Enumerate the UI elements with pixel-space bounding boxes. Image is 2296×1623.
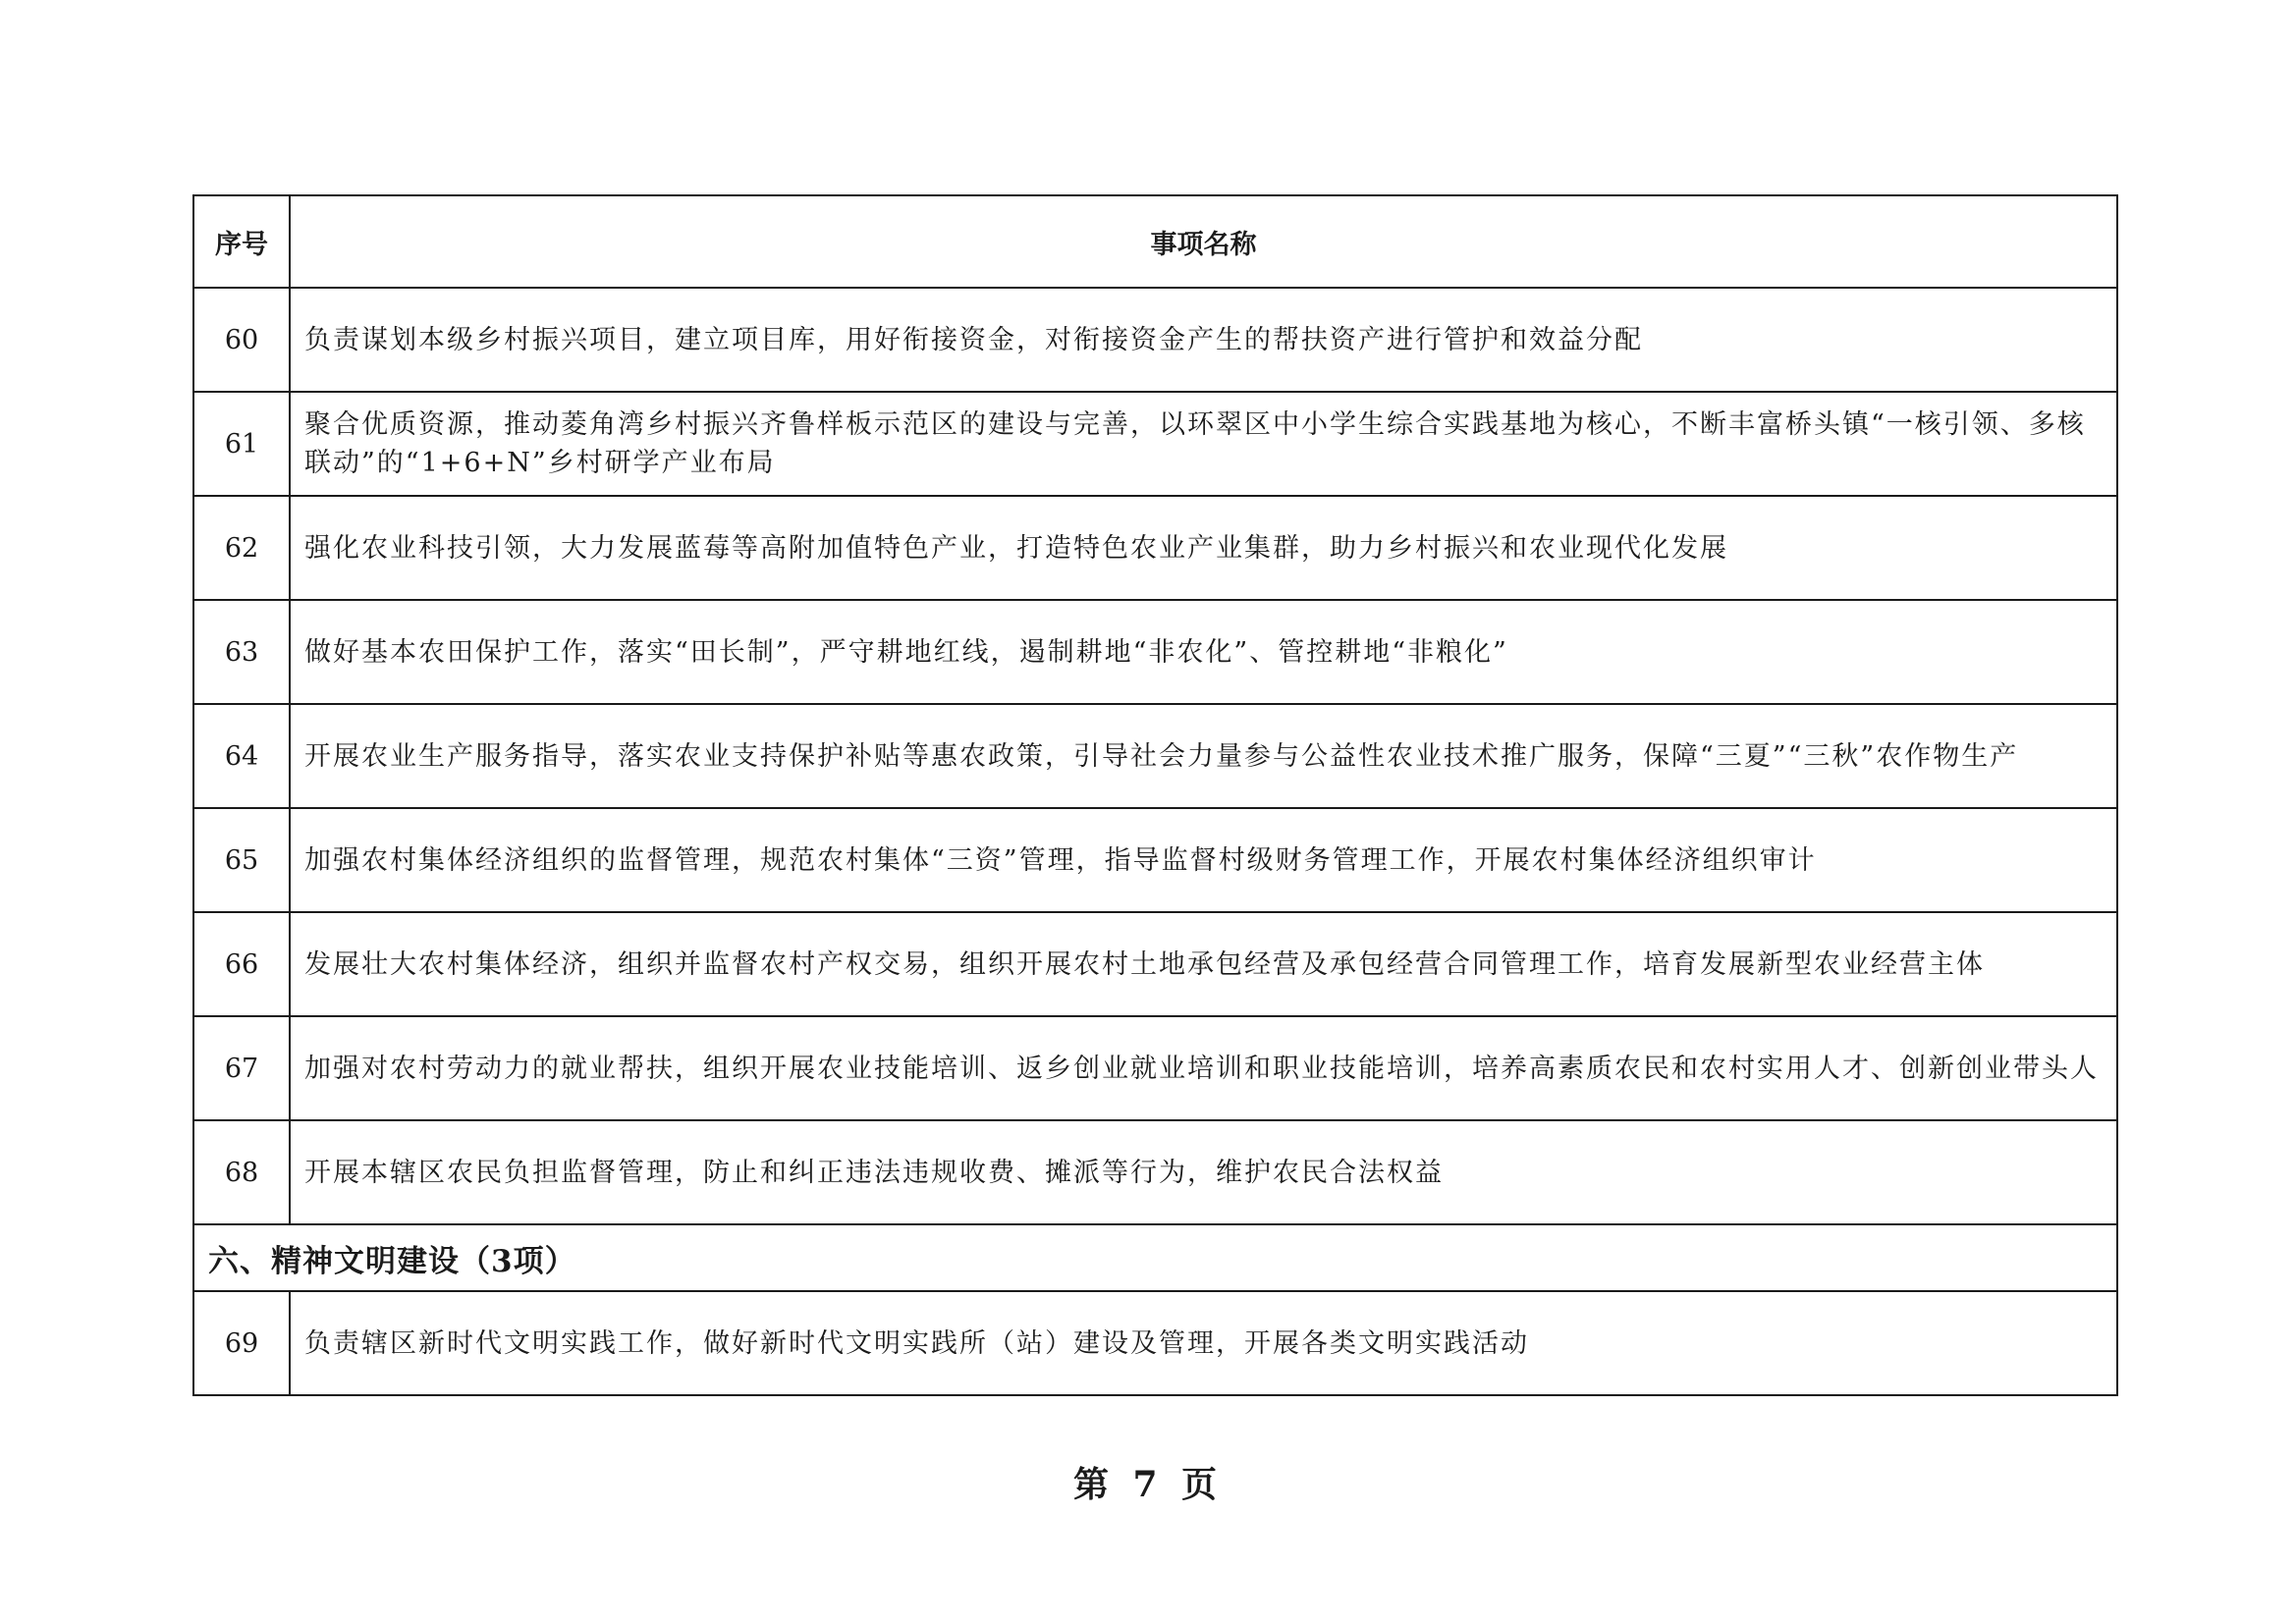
- row-matter-name: 加强农村集体经济组织的监督管理，规范农村集体“三资”管理，指导监督村级财务管理工作，开展农村集体经济组织审计: [290, 808, 2117, 912]
- row-serial-number: 60: [193, 288, 290, 392]
- table-row: [193, 808, 2117, 912]
- row-matter-name: 做好基本农田保护工作，落实“田长制”，严守耕地红线，遏制耕地“非农化”、管控耕地“非粮化”: [290, 600, 2117, 704]
- table-row: [193, 288, 2117, 392]
- row-serial-number: 66: [193, 912, 290, 1016]
- row-serial-number: 68: [193, 1120, 290, 1224]
- table-row: [193, 1291, 2117, 1395]
- table-row: [193, 704, 2117, 808]
- row-matter-name: 发展壮大农村集体经济，组织并监督农村产权交易，组织开展农村土地承包经营及承包经营合同管理工作，培育发展新型农业经营主体: [290, 912, 2117, 1016]
- row-serial-number: 61: [193, 392, 290, 496]
- row-matter-name: 加强对农村劳动力的就业帮扶，组织开展农业技能培训、返乡创业就业培训和职业技能培训，培养高素质农民和农村实用人才、创新创业带头人: [290, 1016, 2117, 1120]
- row-matter-name: 开展农业生产服务指导，落实农业支持保护补贴等惠农政策，引导社会力量参与公益性农业技术推广服务，保障“三夏”“三秋”农作物生产: [290, 704, 2117, 808]
- row-matter-name: 开展本辖区农民负担监督管理，防止和纠正违法违规收费、摊派等行为，维护农民合法权益: [290, 1120, 2117, 1224]
- header-matter-name: 事项名称: [290, 195, 2117, 288]
- row-serial-number: 63: [193, 600, 290, 704]
- page-number: 第 7 页: [1072, 1464, 1224, 1505]
- header-serial-number: 序号: [193, 195, 290, 288]
- table-row: [193, 912, 2117, 1016]
- section-heading-row: [193, 1224, 2117, 1291]
- row-matter-name: 负责辖区新时代文明实践工作，做好新时代文明实践所（站）建设及管理，开展各类文明实践活动: [290, 1291, 2117, 1395]
- table-row: [193, 496, 2117, 600]
- matters-table: [192, 194, 2118, 1396]
- row-serial-number: 62: [193, 496, 290, 600]
- row-serial-number: 67: [193, 1016, 290, 1120]
- table-row: [193, 1016, 2117, 1120]
- row-matter-name: 强化农业科技引领，大力发展蓝莓等高附加值特色产业，打造特色农业产业集群，助力乡村振兴和农业现代化发展: [290, 496, 2117, 600]
- table-row: [193, 600, 2117, 704]
- row-serial-number: 65: [193, 808, 290, 912]
- table-header-row: [193, 195, 2117, 288]
- section-heading: 六、精神文明建设（3项）: [193, 1224, 2117, 1291]
- row-serial-number: 64: [193, 704, 290, 808]
- row-matter-name: 负责谋划本级乡村振兴项目，建立项目库，用好衔接资金，对衔接资金产生的帮扶资产进行管护和效益分配: [290, 288, 2117, 392]
- table-row: [193, 1120, 2117, 1224]
- table-row: [193, 392, 2117, 496]
- row-matter-name: 聚合优质资源，推动菱角湾乡村振兴齐鲁样板示范区的建设与完善，以环翠区中小学生综合实践基地为核心，不断丰富桥头镇“一核引领、多核联动”的“1+6+N”乡村研学产业布局: [290, 392, 2117, 496]
- row-serial-number: 69: [193, 1291, 290, 1395]
